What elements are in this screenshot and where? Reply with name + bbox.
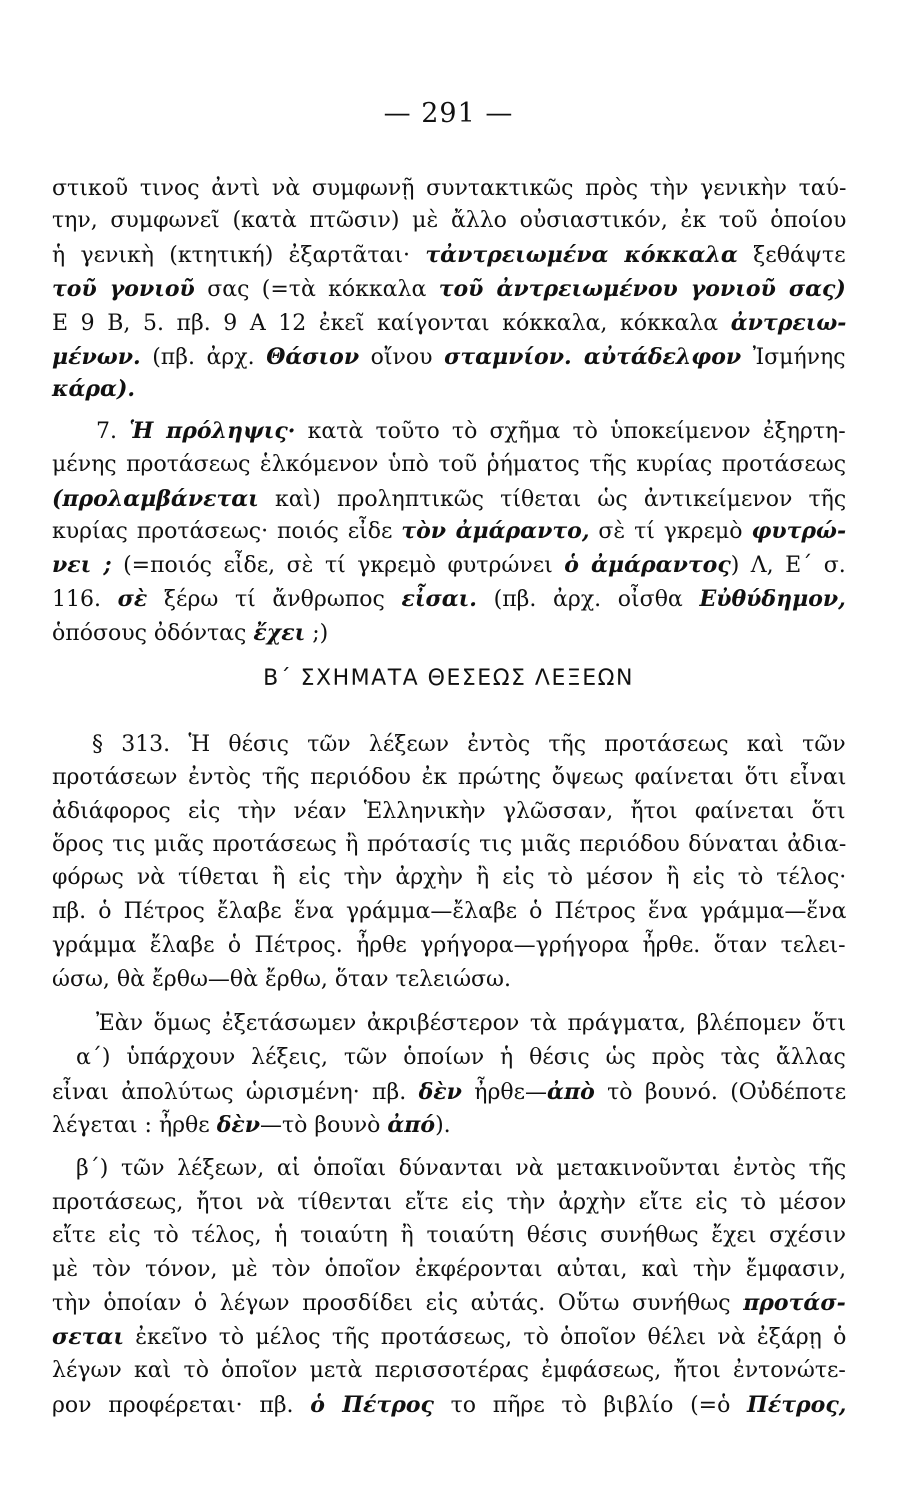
text-span: ξέρω τί ἄνθρωπος xyxy=(147,587,402,612)
emphasized-text: δὲν xyxy=(418,1079,462,1105)
text-span: λέγεται : ἦρθε xyxy=(52,1113,217,1138)
emphasized-text: σεται xyxy=(52,1324,124,1350)
emphasized-text: φυτρώ- xyxy=(751,518,847,544)
text-span: (=ποιός εἶδε, σὲ τί γκρεμὸ φυτρώνει xyxy=(111,553,565,578)
text-span: λέγων καὶ τὸ ὁποῖον μετὰ περισσοτέρας ἐμφάσεως, ἤτοι ἐντονώτε- xyxy=(52,1358,846,1383)
text-span: οἴνου xyxy=(359,345,445,370)
text-span: ἡ γενικὴ (κτητική) ἐξαρτᾶται· xyxy=(52,243,426,268)
text-line xyxy=(52,1356,846,1386)
text-line xyxy=(52,1255,846,1285)
text-span: κατὰ τοῦτο τὸ σχῆμα τὸ ὑποκείμενον ἐξηρτη- xyxy=(295,419,846,444)
text-span: την, συμφωνεῖ (κατὰ πτῶσιν) μὲ ἄλλο οὐσιαστικόν, ἐκ τοῦ ὁποίου xyxy=(52,208,847,233)
text-span: πβ. ὁ Πέτρος ἔλαβε ἕνα γράμμα—ἔλαβε ὁ Πέτρος ἕνα γράμμα—ἕνα xyxy=(52,899,847,924)
text-span: ώσω, θὰ ἔρθω—θὰ ἔρθω, ὅταν τελειώσω. xyxy=(52,967,511,992)
emphasized-text: προτάσ- xyxy=(743,1290,846,1316)
page-number: — 291 — xyxy=(383,98,514,129)
text-span: β΄) τῶν λέξεων, αἱ ὁποῖαι δύνανται νὰ μετακινοῦνται ἐντὸς τῆς xyxy=(76,1156,847,1181)
text-span: εἶναι ἀπολύτως ὡρισμένη· πβ. xyxy=(52,1080,419,1105)
text-span: τὴν ὁποίαν ὁ λέγων προσδίδει εἰς αὐτάς. Οὕτω συνήθως xyxy=(52,1291,744,1316)
text-span: ρον προφέρεται· πβ. xyxy=(52,1393,311,1418)
text-span: α΄) ὑπάρχουν λέξεις, τῶν ὁποίων ἡ θέσις ὡς πρὸς τὰς ἄλλας xyxy=(76,1045,846,1070)
emphasized-text: σὲ xyxy=(117,586,148,612)
text-line xyxy=(52,1288,846,1319)
text-line xyxy=(52,374,135,405)
emphasized-text: ἔχει xyxy=(253,620,306,646)
emphasized-text: μένων. xyxy=(52,344,141,370)
text-span: εἴτε εἰς τὸ τέλος, ἡ τοιαύτη ἢ τοιαύτη θέσις συνήθως ἔχει σχέσιν xyxy=(52,1223,846,1248)
emphasized-text: τὸν ἀμάραντο, xyxy=(401,518,590,544)
text-line xyxy=(52,618,328,649)
text-line xyxy=(52,763,846,793)
emphasized-text: ὁ Πέτρος xyxy=(310,1392,434,1418)
section-heading: Β΄ ΣΧΗΜΑΤΑ ΘΕΣΕΩΣ ΛΕΞΕΩΝ xyxy=(263,666,634,691)
text-span: φόρως νὰ τίθεται ἢ εἰς τὴν ἀρχὴν ἢ εἰς τὸ μέσον ἢ εἰς τὸ τέλος· xyxy=(52,865,847,890)
emphasized-text: Ἡ πρόληψις· xyxy=(129,418,296,444)
emphasized-text: σταμνίον. αὐτάδελφον xyxy=(444,344,742,370)
text-span: προτάσεων ἐντὸς τῆς περιόδου ἐκ πρώτης ὄψεως φαίνεται ὅτι εἶναι xyxy=(52,765,847,790)
text-span: το πῆρε τὸ βιβλίο (=ὁ xyxy=(433,1393,748,1418)
text-line xyxy=(52,931,846,961)
text-span: ἐκεῖνο τὸ μέλος τῆς προτάσεως, τὸ ὁποῖον θέλει νὰ ἐξάρῃ ὁ xyxy=(123,1325,847,1350)
text-span: ). xyxy=(435,1113,451,1138)
text-line xyxy=(76,1043,846,1073)
text-span: τὸ βουνό. (Οὐδέποτε xyxy=(594,1080,847,1105)
text-span: ἀδιάφορος εἰς τὴν νέαν Ἑλληνικὴν γλῶσσαν, ἤτοι φαίνεται ὅτι xyxy=(52,799,846,824)
emphasized-text: ἀπό xyxy=(387,1112,436,1138)
text-line xyxy=(52,1077,846,1108)
text-span: στικοῦ τινος ἀντὶ νὰ συμφωνῇ συντακτικῶς πρὸς τὴν γενικὴν ταύ- xyxy=(52,176,847,201)
text-line xyxy=(96,1009,846,1039)
text-line xyxy=(52,897,846,927)
text-line xyxy=(52,1390,846,1421)
emphasized-text: δὲν xyxy=(216,1112,261,1138)
text-span: σας (=τὰ κόκκαλα xyxy=(194,277,439,302)
emphasized-text: (προλαμβάνεται xyxy=(52,486,259,512)
text-span: § 313. Ἡ θέσις τῶν λέξεων ἐντὸς τῆς προτάσεως καὶ τῶν xyxy=(92,732,846,757)
text-line xyxy=(52,206,846,236)
emphasized-text: Θάσιον xyxy=(266,344,360,370)
text-line xyxy=(52,1188,846,1218)
text-span: σὲ τί γκρεμὸ xyxy=(589,519,752,544)
text-span: ἦρθε— xyxy=(461,1080,548,1105)
emphasized-text: τἀντρειωμένα κόκκαλα xyxy=(425,242,738,268)
text-line xyxy=(52,342,846,373)
text-line xyxy=(52,1110,451,1141)
emphasized-text: ἀπὸ xyxy=(547,1079,595,1105)
text-span: (πβ. ἀρχ. xyxy=(140,345,267,370)
text-line xyxy=(76,1154,846,1184)
emphasized-text: Πέτρος, xyxy=(747,1392,847,1418)
text-line xyxy=(52,584,846,615)
text-span: —τὸ βουνὸ xyxy=(260,1113,388,1138)
text-line xyxy=(52,1221,846,1251)
text-span: (πβ. ἀρχ. οἶσθα xyxy=(476,587,700,612)
text-line xyxy=(52,516,846,547)
emphasized-text: Εὐθύδημον, xyxy=(699,586,846,612)
text-line xyxy=(52,308,846,339)
text-line xyxy=(96,416,846,447)
text-span: μὲ τὸν τόνον, μὲ τὸν ὁποῖον ἐκφέρονται αὐται, καὶ τὴν ἔμφασιν, xyxy=(52,1257,847,1282)
text-span: 7. xyxy=(96,419,130,444)
emphasized-text: τοῦ ἀντρειωμένου γονιοῦ σας) xyxy=(438,276,846,302)
emphasized-text: νει ; xyxy=(52,552,112,578)
text-line xyxy=(92,730,846,760)
emphasized-text: κάρα). xyxy=(52,376,136,402)
text-line xyxy=(52,240,846,271)
text-line xyxy=(52,174,846,204)
emphasized-text: εἶσαι. xyxy=(401,586,477,612)
text-line xyxy=(52,274,846,305)
text-span: Ἰσμήνης xyxy=(741,345,846,370)
text-span: μένης προτάσεως ἑλκόμενον ὑπὸ τοῦ ῥήματος τῆς κυρίας προτάσεως xyxy=(52,452,847,477)
text-span: προτάσεως, ἤτοι νὰ τίθενται εἴτε εἰς τὴν ἀρχὴν εἴτε εἰς τὸ μέσον xyxy=(52,1190,847,1215)
text-line xyxy=(52,830,846,860)
text-span: ξεθάψτε xyxy=(737,243,846,268)
emphasized-text: ἀντρειω- xyxy=(730,310,847,336)
text-line xyxy=(52,1322,846,1353)
text-line xyxy=(52,797,846,827)
text-line xyxy=(52,484,846,515)
emphasized-text: ὁ ἀμάραντος xyxy=(564,552,731,578)
text-span: ;) xyxy=(305,621,329,646)
emphasized-text: τοῦ γονιοῦ xyxy=(52,276,195,302)
text-span: ) Λ, Ε΄ σ. xyxy=(730,553,846,578)
text-span: Ἐὰν ὅμως ἐξετάσωμεν ἀκριβέστερον τὰ πράγματα, βλέπομεν ὅτι xyxy=(96,1011,847,1036)
text-span: Ε 9 Β, 5. πβ. 9 Α 12 ἐκεῖ καίγονται κόκκαλα, κόκκαλα xyxy=(52,311,731,336)
text-line xyxy=(52,863,846,893)
text-span: 116. xyxy=(52,587,118,612)
text-line xyxy=(52,450,846,480)
text-span: ὁπόσους ὀδόντας xyxy=(52,621,254,646)
text-span: καὶ) προληπτικῶς τίθεται ὡς ἀντικείμενον τῆς xyxy=(258,487,847,512)
text-span: γράμμα ἔλαβε ὁ Πέτρος. ἦρθε γρήγορα—γρήγορα ἦρθε. ὅταν τελει- xyxy=(52,933,846,958)
text-span: ὅρος τις μιᾶς προτάσεως ἢ πρότασίς τις μιᾶς περιόδου δύναται ἀδια- xyxy=(52,832,847,857)
text-line xyxy=(52,550,846,581)
text-span: κυρίας προτάσεως· ποιός εἶδε xyxy=(52,519,402,544)
text-line xyxy=(52,965,511,995)
